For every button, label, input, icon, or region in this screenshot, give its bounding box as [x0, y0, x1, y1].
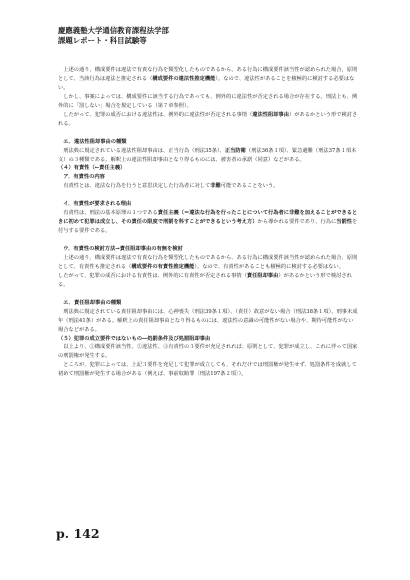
spacer	[58, 290, 358, 299]
section-heading: （５）犯罪の成立要件ではないもの―処罰条件及び処罰阻却事由	[58, 335, 211, 342]
spacer	[58, 236, 358, 245]
page-number: p. 142	[56, 526, 100, 541]
text: 上述の通り、構成要件は違法で有責な行為を類型化したものであるから、ある行為に構成要件該当性が認められた場合、原則として、当該行為は違法と推定される（	[58, 67, 358, 82]
paragraph	[58, 254, 358, 272]
text: ）。なので、違法性があることを積極的に検討する必要はない。	[58, 75, 355, 91]
text: （刑法36条１項）、緊急避難（刑法37条１項本文）の３種類である。解釈上の違法性阻却事由となり得るものには、被害者の承諾（同意）などがある。	[58, 147, 357, 163]
emphasis: 正当防衛	[224, 147, 246, 154]
emphasis: 責任阻却事由	[246, 272, 279, 279]
section-heading: （４）有責性（←責任主義）	[58, 165, 126, 172]
spacer	[58, 191, 358, 200]
subheading: エ．責任阻却事由の種類	[63, 299, 122, 306]
text: から導かれる要件であり、行為に	[257, 219, 337, 226]
emphasis: 責任主義（＝違法な行為を行ったことについて行為者に非難を加えることができるときに初めて犯罪は成立し、その責任の限度で刑罰を科すことができるという考え方）	[58, 210, 358, 226]
text: 刑法典に規定されている違法性阻却事由は、正当行為（刑法35条）、	[63, 147, 225, 154]
paragraph: 以上より、①構成要件該当性、②違法性、③有責性の３要件が充足されれば、原則として、犯罪が成立し、これに伴って国家の刑罰権が発生する。	[58, 344, 358, 360]
paragraph	[58, 209, 358, 236]
paragraph: 刑法典に規定されている責任阻却事由には、心神喪失（刑法39条１項）、（責任）故意がない場合（刑法38条１項）、刑事未成年（刑法41条）がある。解釈上の責任阻却事由となり得るものには、違法性の意識の可能性がない場合や、期待可能性がない場合などがある。	[58, 308, 358, 333]
header-subtitle: 課題レポート・科目試験等	[58, 36, 147, 45]
paragraph	[58, 272, 358, 290]
paragraph	[58, 66, 358, 93]
text: ）があるかという形で検討される。	[58, 272, 352, 288]
subheading: エ．違法性阻却事由の種類	[63, 138, 127, 145]
text: 可能であることをいう。	[220, 183, 279, 190]
spacer	[58, 129, 358, 138]
paragraph	[58, 111, 358, 129]
emphasis: 構成要件の有責性推定機能	[131, 263, 195, 270]
paragraph	[58, 147, 358, 165]
header-university: 慶應義塾大学通信教育課程法学部	[58, 26, 169, 35]
emphasis: 違法性阻却事由	[252, 111, 289, 118]
text: 有責性は、刑法の基本原理の１つである	[63, 210, 158, 217]
emphasis: 構成要件の違法性推定機能	[152, 75, 216, 82]
document-header	[58, 26, 169, 46]
text: ）があるかという形で検討される。	[58, 111, 358, 127]
subheading: ウ．有責性の検討方法→責任阻却事由の有無を検討	[63, 246, 183, 253]
emphasis: 当罰性	[336, 219, 352, 226]
text: 上述の通り、構成要件は違法で有責な行為を類型化したものであるから、ある行為に構成要件該当性が認められた場合、原則として、有責性も推定される（	[58, 254, 358, 270]
text: したがって、犯罪の成否における違法性は、例外的に違法性が否定される事情（	[63, 111, 253, 118]
paragraph: しかし、事案によっては、構成要件に該当する行為であっても、例外的に違法性が否定される場合が存在する。刑法上も、例外的に「罰しない」場合を規定している（第７章参照）。	[58, 93, 358, 109]
subheading: ア．有責性の内容	[63, 174, 105, 181]
text: したがって、犯罪の成否における有責性は、例外的に有責性が否定される事情（	[58, 272, 247, 279]
paragraph	[58, 182, 358, 191]
text: 有責性とは、違法な行為を行うと意思決定した行為者に対して	[63, 183, 211, 190]
paragraph: ところが、犯罪によっては、上記３要件を充足して犯罪が成立しても、それだけでは刑罰権が発生せず、処罰条件を成就して初めて刑罰権が発生する場合がある（例えば、事前収賄罪〔刑法197条２項〕）。	[58, 362, 357, 378]
subheading: イ．有責性が要求される理由	[63, 201, 132, 208]
emphasis: 非難	[210, 183, 221, 190]
text: ）。なので、有責性があることも積極的に検討する必要はない。	[194, 263, 344, 270]
text: を付与する要件である。	[58, 219, 358, 235]
document-body	[58, 66, 358, 379]
